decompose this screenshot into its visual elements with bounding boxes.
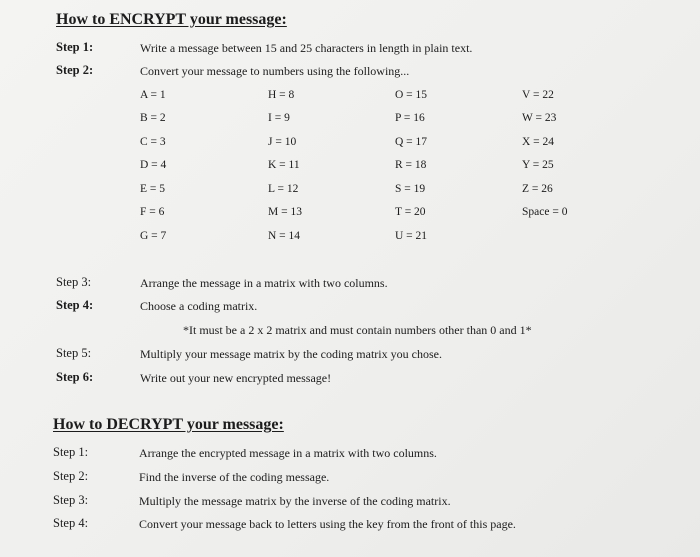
decrypt-step-3-text: Multiply the message matrix by the inverse of the coding matrix.: [139, 494, 451, 508]
key-space: Space = 0: [522, 206, 568, 218]
encrypt-step-6-label: Step 6:: [56, 370, 94, 384]
encrypt-step-1-label: Step 1:: [56, 40, 94, 54]
key-m: M = 13: [268, 206, 302, 218]
key-f: F = 6: [140, 206, 165, 218]
decrypt-step-4-label: Step 4:: [53, 516, 89, 530]
key-k: K = 11: [268, 159, 300, 171]
encrypt-step-5-label: Step 5:: [56, 346, 92, 360]
key-x: X = 24: [522, 136, 555, 148]
key-q: Q = 17: [395, 136, 428, 148]
encrypt-heading: How to ENCRYPT your message:: [56, 11, 287, 28]
key-l: L = 12: [268, 183, 299, 195]
encrypt-step-4-label: Step 4:: [56, 298, 94, 312]
key-t: T = 20: [395, 206, 426, 218]
key-r: R = 18: [395, 159, 427, 171]
key-s: S = 19: [395, 183, 426, 195]
decrypt-step-2-text: Find the inverse of the coding message.: [139, 470, 330, 484]
decrypt-heading: How to DECRYPT your message:: [53, 416, 284, 433]
key-o: O = 15: [395, 89, 428, 101]
decrypt-step-2-label: Step 2:: [53, 469, 89, 483]
decrypt-step-3-label: Step 3:: [53, 493, 89, 507]
key-e: E = 5: [140, 183, 166, 195]
decrypt-step-1-label: Step 1:: [53, 445, 89, 459]
encrypt-step-2-text: Convert your message to numbers using the following...: [140, 64, 410, 78]
key-a: A = 1: [140, 89, 166, 101]
coding-matrix-note: *It must be a 2 x 2 matrix and must contain numbers other than 0 and 1*: [183, 323, 532, 337]
encrypt-step-2-label: Step 2:: [56, 63, 94, 77]
decrypt-step-4-text: Convert your message back to letters using the key from the front of this page.: [139, 517, 516, 531]
key-w: W = 23: [522, 112, 557, 124]
key-z: Z = 26: [522, 183, 553, 195]
encrypt-step-4-text: Choose a coding matrix.: [140, 299, 258, 313]
key-b: B = 2: [140, 112, 166, 124]
encrypt-step-3-text: Arrange the message in a matrix with two columns.: [140, 276, 388, 290]
key-g: G = 7: [140, 230, 167, 242]
key-n: N = 14: [268, 230, 301, 242]
key-h: H = 8: [268, 89, 295, 101]
key-i: I = 9: [268, 112, 290, 124]
key-j: J = 10: [268, 136, 297, 148]
key-c: C = 3: [140, 136, 166, 148]
key-u: U = 21: [395, 230, 428, 242]
encrypt-step-1-text: Write a message between 15 and 25 characters in length in plain text.: [140, 41, 473, 55]
key-v: V = 22: [522, 89, 554, 101]
key-y: Y = 25: [522, 159, 554, 171]
encrypt-step-5-text: Multiply your message matrix by the coding matrix you chose.: [140, 347, 442, 361]
key-p: P = 16: [395, 112, 425, 124]
encrypt-step-6-text: Write out your new encrypted message!: [140, 371, 332, 385]
decrypt-step-1-text: Arrange the encrypted message in a matrix with two columns.: [139, 446, 437, 460]
encrypt-step-3-label: Step 3:: [56, 275, 92, 289]
key-d: D = 4: [140, 159, 167, 171]
